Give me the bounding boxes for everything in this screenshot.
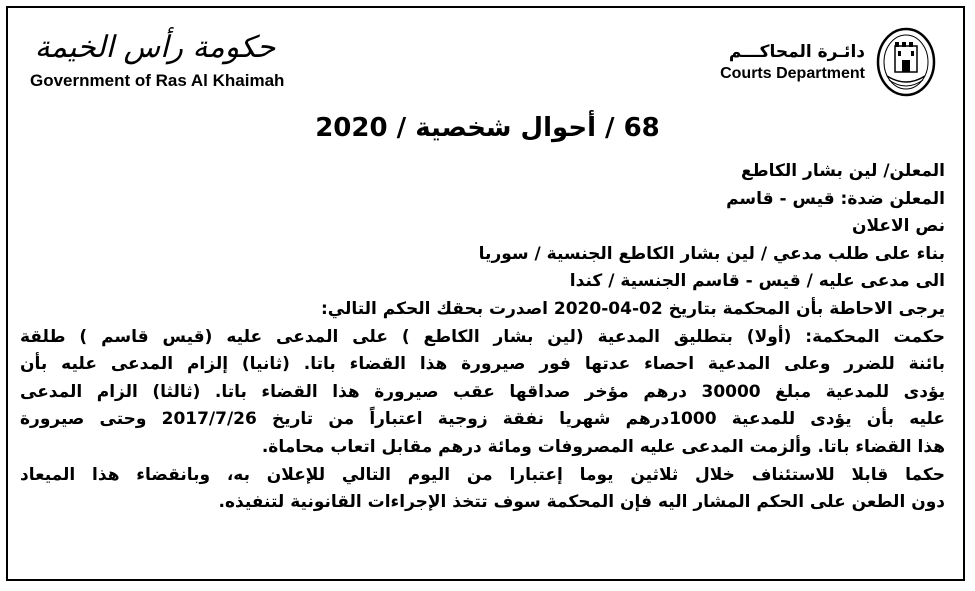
notice-frame	[6, 6, 965, 581]
notice-line-judgment-3: يؤدى للمدعية مبلغ 30000 درهم مؤخر صداقها عقب صيرورة هذا القضاء باتا. (ثالثا) الزام المدعى	[20, 381, 945, 402]
courts-department-logo	[720, 26, 937, 98]
government-name-arabic: حكومة رأس الخيمة	[34, 30, 276, 65]
notice-line-judgment-4: عليه بأن يؤدى للمدعية 1000درهم شهريا نفقة زوجية اعتباراً من تاريخ 2017/7/26 وحتى صيرورة	[20, 409, 945, 430]
notice-line-defendant: المعلن ضدة: قيس - قاسم	[726, 188, 945, 209]
case-title: 68 / أحوال شخصية / 2020	[315, 113, 660, 143]
notice-line-judgment-2: بائنة للضرر وعلى المدعية احصاء عدتها فور صيرورة هذا القضاء باتا. (ثانيا) إلزام المدعى عليه بأن	[20, 354, 945, 375]
government-logo	[30, 30, 295, 92]
ras-al-khaimah-emblem-icon	[875, 26, 937, 98]
notice-line-plaintiff: بناء على طلب مدعي / لين بشار الكاطع الجنسية / سوريا	[478, 243, 945, 264]
notice-body	[20, 158, 945, 517]
notice-line-appeal-1: حكما قابلا للاستئناف خلال ثلاثين يوما إعتبارا من اليوم التالي للإعلان به، وبانقضاء هذا الميعاد	[20, 464, 945, 485]
notice-line-date: يرجى الاحاطة بأن المحكمة بتاريخ 02-04-2020 اصدرت بحقك الحكم التالي:	[320, 298, 945, 319]
notice-line-judgment-1: حكمت المحكمة: (أولا) بتطليق المدعية (لين بشار الكاطع ) على المدعى عليه (قيس قاسم ) طلقة	[20, 326, 945, 347]
notice-line-appeal-2: دون الطعن على الحكم المشار اليه فإن المحكمة سوف تتخذ الإجراءات القانونية لتنفيذه.	[218, 492, 945, 513]
courts-department-english: Courts Department	[720, 65, 865, 82]
courts-department-arabic: دائـرة المحاكـــم	[728, 42, 865, 62]
notice-line-announcer: المعلن/ لين بشار الكاطع	[741, 161, 945, 181]
notice-line-judgment-5: هذا القضاء باتا. وألزمت المدعى عليه المصروفات ومائة درهم مقابل اتعاب محاماة.	[261, 436, 945, 457]
notice-line-respondent: الى مدعى عليه / قيس - قاسم الجنسية / كندا	[569, 271, 945, 292]
notice-line-heading: نص الاعلان	[851, 216, 945, 237]
government-name-english: Government of Ras Al Khaimah	[30, 71, 285, 90]
